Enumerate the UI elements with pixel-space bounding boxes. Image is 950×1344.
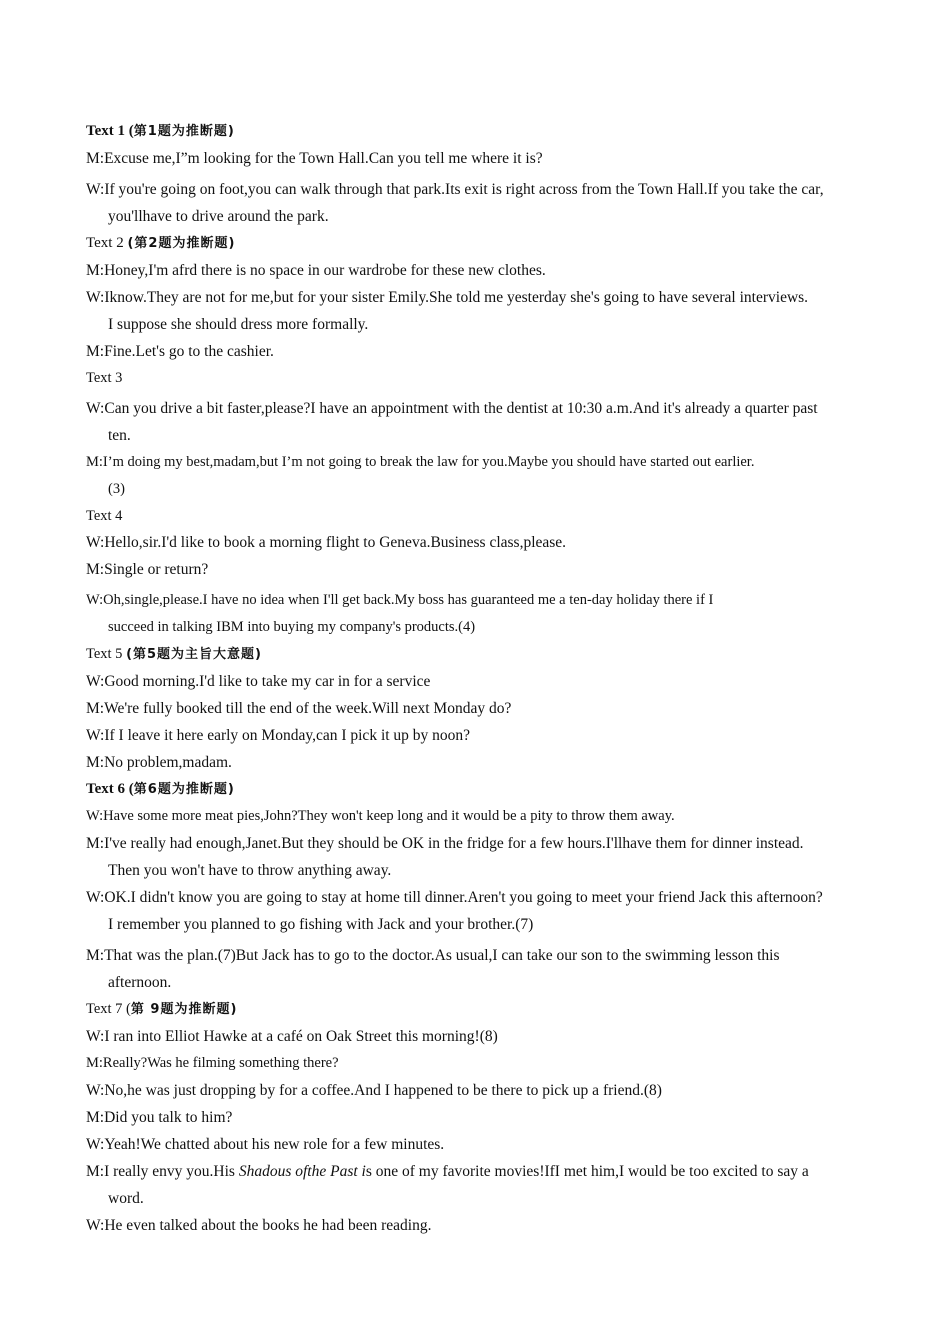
text3-line2-b: (3) [108,481,125,497]
text2-line2 [86,284,868,338]
text4-line1: W:Hello,sir.I'd like to book a morning flight to Geneva.Business class,please. [86,534,567,551]
text3-heading: Text 3 [86,370,123,386]
text2-line1: M:Honey,I'm afrd there is no space in our wardrobe for these new clothes. [86,262,546,279]
text6-title: Text 6 ( [86,781,134,797]
text7-line6-post: s one of my favorite movies!IfI met him,I would be too excited to say a [365,1163,809,1180]
text7-heading [86,996,868,1023]
text6-line4-a: M:That was the plan.(7)But Jack has to go to the doctor.As usual,I can take our son to the swimming lesson this [86,947,780,964]
text3-line2 [86,449,868,503]
text2-note: (第2题为推断题) [127,236,236,251]
text4-line3-a: W:Oh,single,please.I have no idea when I'll get back.My boss has guaranteed me a ten-day holiday there if I [86,592,714,608]
text1-line1: M:Excuse me,I”m looking for the Town Hall.Can you tell me where it is? [86,150,543,167]
text7-line6-b: word. [108,1190,144,1207]
text7-line1: W:I ran into Elliot Hawke at a café on Oak Street this morning!(8) [86,1028,498,1045]
text7-line2: M:Really?Was he filming something there? [86,1055,339,1071]
text1-line2 [86,176,868,230]
text7-line3: W:No,he was just dropping by for a coffee.And I happened to be there to pick up a friend.(8) [86,1082,662,1099]
text5-line3: W:If I leave it here early on Monday,can I pick it up by noon? [86,727,471,744]
document-page [86,118,868,1239]
text6-line4 [86,942,868,996]
text6-line3-a: W:OK.I didn't know you are going to stay at home till dinner.Aren't you going to meet your friend Jack this afternoon? [86,889,823,906]
text5-line2: M:We're fully booked till the end of the week.Will next Monday do? [86,700,512,717]
text2-line2-b: I suppose she should dress more formally. [108,316,369,333]
text6-line2-b: Then you won't have to throw anything away. [108,862,392,879]
text7-line4: M:Did you talk to him? [86,1109,233,1126]
text7-note: 第 9题为推断题) [130,1002,238,1017]
text4-line3-b: succeed in talking IBM into buying my company's products.(4) [108,619,476,635]
text4-line2: M:Single or return? [86,561,209,578]
text5-heading [86,641,868,668]
text2-title: Text 2 [86,235,128,251]
text3-line1 [86,395,868,449]
text7-line7: W:He even talked about the books he had been reading. [86,1217,432,1234]
text6-line4-b: afternoon. [108,974,172,991]
text1-heading [86,118,868,145]
text6-line1: W:Have some more meat pies,John?They won't keep long and it would be a pity to throw them away. [86,808,675,824]
text6-line3 [86,884,868,938]
text5-title: Text 5 [86,646,127,662]
text5-line1: W:Good morning.I'd like to take my car in for a service [86,673,431,690]
text6-heading [86,776,868,803]
text7-line6-pre: M:I really envy you.His [86,1163,239,1180]
text3-line1-a: W:Can you drive a bit faster,please?I have an appointment with the dentist at 10:30 a.m.And it's already a quarter past [86,400,818,417]
text7-line5: W:Yeah!We chatted about his new role for a few minutes. [86,1136,445,1153]
text5-note: (第5题为主旨大意题) [126,647,262,662]
text4-line3 [86,587,868,641]
text2-line3: M:Fine.Let's go to the cashier. [86,343,274,360]
text3-line1-b: ten. [108,427,131,444]
text5-line4: M:No problem,madam. [86,754,232,771]
text6-line3-b: I remember you planned to go fishing with Jack and your brother.(7) [108,916,534,933]
text1-note: 第1题为推断题) [133,124,235,139]
text7-title: Text 7 ( [86,1001,131,1017]
text6-line2-a: M:I've really had enough,Janet.But they should be OK in the fridge for a few hours.I'llhave them for dinner instead. [86,835,804,852]
text3-line2-a: M:I’m doing my best,madam,but I’m not going to break the law for you.Maybe you should have started out earlier. [86,454,755,470]
text2-line2-a: W:Iknow.They are not for me,but for your sister Emily.She told me yesterday she's going to have several interviews. [86,289,809,306]
text2-heading [86,230,868,257]
text7-line6 [86,1158,868,1212]
text6-note: 第6题为推断题) [133,782,235,797]
text1-title: Text 1 ( [86,123,134,139]
text4-heading: Text 4 [86,508,123,524]
text1-line2-a: W:If you're going on foot,you can walk through that park.Its exit is right across from the Town Hall.If you take the car, [86,181,824,198]
text1-line2-b: you'llhave to drive around the park. [108,208,329,225]
movie-title: Shadous ofthe Past i [238,1163,366,1180]
text6-line2 [86,830,868,884]
